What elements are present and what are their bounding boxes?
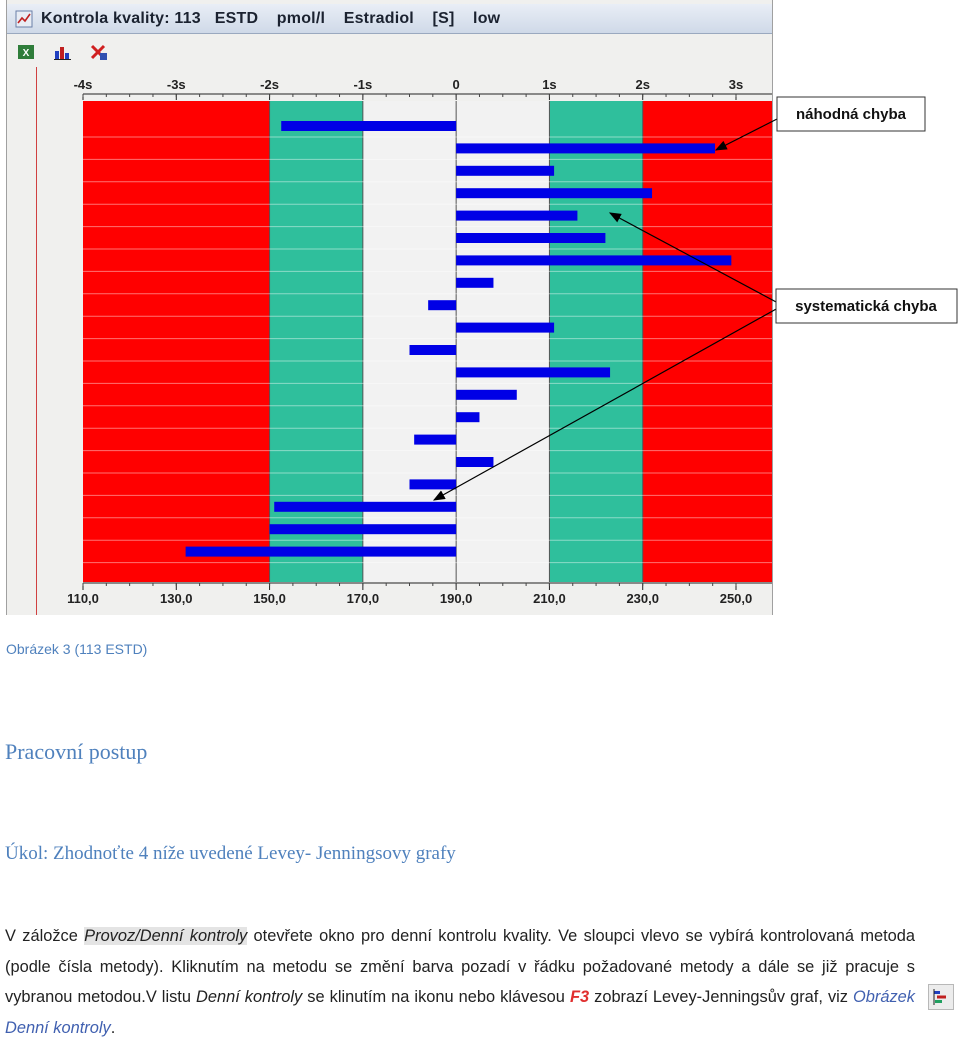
top-tick-label: -3s bbox=[166, 77, 186, 92]
top-tick-label: 3s bbox=[728, 77, 744, 92]
text-run: zobrazí Levey-Jenningsův graf, viz bbox=[589, 988, 854, 1006]
window-title: Kontrola kvality: 113 ESTD pmol/l Estradiol [S] low bbox=[41, 9, 501, 27]
svg-text:X: X bbox=[22, 48, 30, 59]
figure-caption: Obrázek 3 (113 ESTD) bbox=[6, 641, 148, 657]
bottom-tick-label: 250,0 bbox=[719, 591, 753, 606]
top-tick-label: 1s bbox=[542, 77, 557, 92]
bottom-tick-label: 190,0 bbox=[439, 591, 473, 606]
random-error-label: náhodná chyba bbox=[795, 106, 907, 123]
bottom-tick-label: 230,0 bbox=[626, 591, 659, 606]
text-run: se klinutím na ikonu nebo klávesou bbox=[302, 988, 570, 1006]
top-tick-label: -1s bbox=[353, 77, 373, 92]
top-tick-label: -4s bbox=[73, 77, 93, 92]
bottom-tick-label: 110,0 bbox=[67, 591, 99, 606]
systematic-error-arrow-down bbox=[434, 308, 778, 500]
systematic-error-arrow-up bbox=[610, 213, 778, 303]
top-tick-label: 0 bbox=[452, 77, 460, 92]
key-reference: F3 bbox=[569, 988, 590, 1006]
top-tick-label: 2s bbox=[635, 77, 650, 92]
bottom-tick-label: 210,0 bbox=[533, 591, 566, 606]
instructions-paragraph bbox=[5, 921, 915, 1043]
top-tick-label: -2s bbox=[260, 77, 279, 92]
text-run: . bbox=[110, 1018, 116, 1037]
bottom-tick-label: 150,0 bbox=[253, 591, 286, 606]
bottom-tick-label: 170,0 bbox=[346, 591, 380, 606]
text-run: V záložce bbox=[5, 927, 85, 945]
lj-chart-button-icon bbox=[928, 984, 954, 1010]
section-title: Pracovní postup bbox=[5, 739, 148, 764]
bottom-tick-label: 130,0 bbox=[160, 591, 193, 606]
systematic-error-label: systematická chyba bbox=[795, 298, 937, 315]
task-title: Úkol: Zhodnoťte 4 níže uvedené Levey- Jenningsovy grafy bbox=[5, 843, 456, 864]
tab-reference: Provoz/Denní kontroly bbox=[84, 927, 248, 945]
text-run: otevřete okno pro denní kontrolu kvality. Ve sloupci vlevo se vybírá kontrolovaná metoda (podle čísla metody). Kliknutím na metodu se změní barva pozadí v řádku požadované metody a dále se již pracuje s vybranou metodou.V listu bbox=[5, 927, 916, 1006]
random-error-arrow bbox=[716, 118, 779, 150]
figure-reference: Obrázek Denní kontroly bbox=[5, 988, 915, 1037]
list-reference: Denní kontroly bbox=[196, 988, 303, 1006]
